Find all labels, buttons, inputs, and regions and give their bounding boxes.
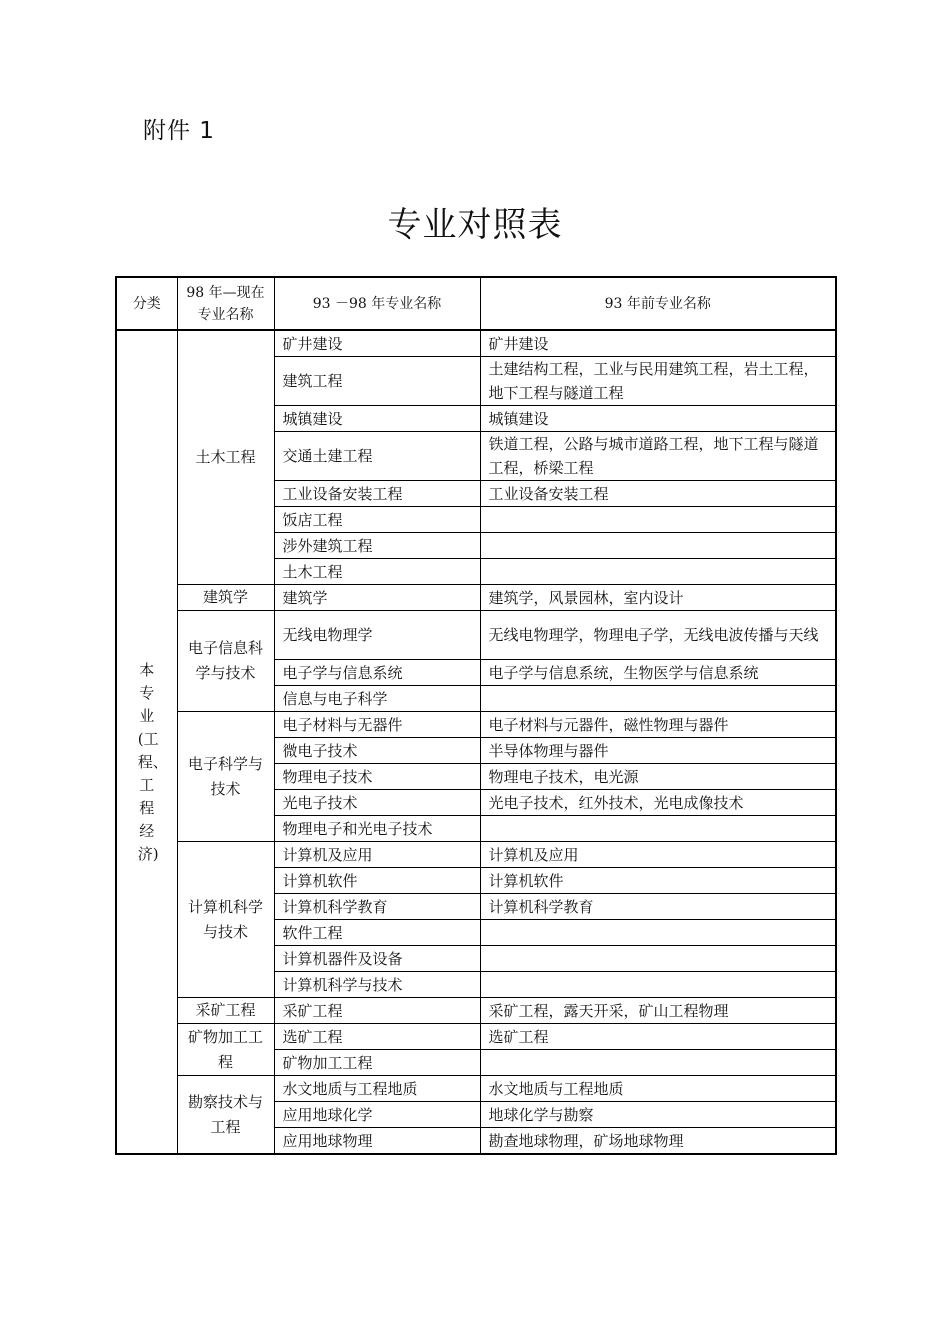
major-pre-93-cell	[480, 920, 836, 946]
major-pre-93-cell	[480, 946, 836, 972]
major-pre-93-cell: 电子材料与元器件，磁性物理与器件	[480, 712, 836, 738]
major-pre-93-cell: 铁道工程，公路与城市道路工程，地下工程与隧道工程，桥梁工程	[480, 432, 836, 481]
major-pre-93-cell: 计算机及应用	[480, 842, 836, 868]
major-93-98-cell: 软件工程	[274, 920, 480, 946]
major-pre-93-cell: 地球化学与勘察	[480, 1102, 836, 1128]
major-pre-93-cell: 土建结构工程，工业与民用建筑工程，岩土工程，地下工程与隧道工程	[480, 357, 836, 406]
major-93-98-cell: 应用地球物理	[274, 1128, 480, 1155]
major-pre-93-cell	[480, 686, 836, 712]
group-name-cell: 勘察技术与工程	[177, 1076, 274, 1155]
major-93-98-cell: 城镇建设	[274, 406, 480, 432]
major-93-98-cell: 建筑学	[274, 585, 480, 611]
major-93-98-cell: 光电子技术	[274, 790, 480, 816]
group-name-cell: 电子科学与技术	[177, 712, 274, 842]
major-pre-93-cell	[480, 1050, 836, 1076]
table-body	[116, 330, 836, 1154]
major-comparison-table	[115, 276, 837, 1155]
major-pre-93-cell: 水文地质与工程地质	[480, 1076, 836, 1102]
group-name-cell: 电子信息科学与技术	[177, 611, 274, 712]
major-93-98-cell: 矿物加工工程	[274, 1050, 480, 1076]
major-93-98-cell: 矿井建设	[274, 330, 480, 357]
major-pre-93-cell: 勘查地球物理，矿场地球物理	[480, 1128, 836, 1155]
header-93-98-major: 93 －98 年专业名称	[274, 277, 480, 330]
table-row	[116, 998, 836, 1024]
major-pre-93-cell: 计算机科学教育	[480, 894, 836, 920]
major-93-98-cell: 信息与电子科学	[274, 686, 480, 712]
major-pre-93-cell: 电子学与信息系统，生物医学与信息系统	[480, 660, 836, 686]
major-93-98-cell: 选矿工程	[274, 1024, 480, 1050]
group-name-cell: 计算机科学与技术	[177, 842, 274, 998]
major-pre-93-cell: 选矿工程	[480, 1024, 836, 1050]
table-row	[116, 1024, 836, 1050]
major-93-98-cell: 工业设备安装工程	[274, 481, 480, 507]
major-93-98-cell: 微电子技术	[274, 738, 480, 764]
major-pre-93-cell	[480, 533, 836, 559]
group-name-cell: 矿物加工工程	[177, 1024, 274, 1076]
major-pre-93-cell: 城镇建设	[480, 406, 836, 432]
header-current-major: 98 年—现在专业名称	[177, 277, 274, 330]
major-93-98-cell: 电子材料与无器件	[274, 712, 480, 738]
table-row	[116, 1076, 836, 1102]
major-93-98-cell: 物理电子技术	[274, 764, 480, 790]
major-93-98-cell: 土木工程	[274, 559, 480, 585]
major-pre-93-cell: 矿井建设	[480, 330, 836, 357]
table-row	[116, 585, 836, 611]
major-93-98-cell: 计算机科学教育	[274, 894, 480, 920]
major-pre-93-cell	[480, 972, 836, 998]
major-pre-93-cell: 采矿工程，露天开采，矿山工程物理	[480, 998, 836, 1024]
major-93-98-cell: 计算机软件	[274, 868, 480, 894]
major-93-98-cell: 饭店工程	[274, 507, 480, 533]
category-label: 本专业(工程、工程经济)	[137, 660, 168, 863]
major-pre-93-cell: 无线电物理学，物理电子学，无线电波传播与天线	[480, 611, 836, 660]
group-name-cell: 采矿工程	[177, 998, 274, 1024]
table-row	[116, 842, 836, 868]
major-93-98-cell: 计算机器件及设备	[274, 946, 480, 972]
category-cell	[116, 330, 177, 1154]
header-pre-93-major: 93 年前专业名称	[480, 277, 836, 330]
major-pre-93-cell	[480, 816, 836, 842]
header-category: 分类	[116, 277, 177, 330]
table-row	[116, 611, 836, 660]
major-pre-93-cell: 光电子技术，红外技术，光电成像技术	[480, 790, 836, 816]
major-93-98-cell: 水文地质与工程地质	[274, 1076, 480, 1102]
major-pre-93-cell	[480, 559, 836, 585]
major-93-98-cell: 涉外建筑工程	[274, 533, 480, 559]
major-93-98-cell: 计算机及应用	[274, 842, 480, 868]
major-93-98-cell: 建筑工程	[274, 357, 480, 406]
group-name-cell: 土木工程	[177, 330, 274, 585]
document-title: 专业对照表	[387, 205, 563, 245]
major-93-98-cell: 物理电子和光电子技术	[274, 816, 480, 842]
major-93-98-cell: 计算机科学与技术	[274, 972, 480, 998]
table-header-row	[116, 277, 836, 330]
major-93-98-cell: 应用地球化学	[274, 1102, 480, 1128]
attachment-label: 附件 1	[143, 118, 215, 144]
major-pre-93-cell: 工业设备安装工程	[480, 481, 836, 507]
major-pre-93-cell: 计算机软件	[480, 868, 836, 894]
table-row	[116, 330, 836, 357]
major-pre-93-cell: 半导体物理与器件	[480, 738, 836, 764]
major-93-98-cell: 无线电物理学	[274, 611, 480, 660]
major-93-98-cell: 采矿工程	[274, 998, 480, 1024]
major-pre-93-cell	[480, 507, 836, 533]
major-93-98-cell: 交通土建工程	[274, 432, 480, 481]
major-pre-93-cell: 物理电子技术，电光源	[480, 764, 836, 790]
table-row	[116, 712, 836, 738]
major-pre-93-cell: 建筑学，风景园林，室内设计	[480, 585, 836, 611]
group-name-cell: 建筑学	[177, 585, 274, 611]
major-93-98-cell: 电子学与信息系统	[274, 660, 480, 686]
